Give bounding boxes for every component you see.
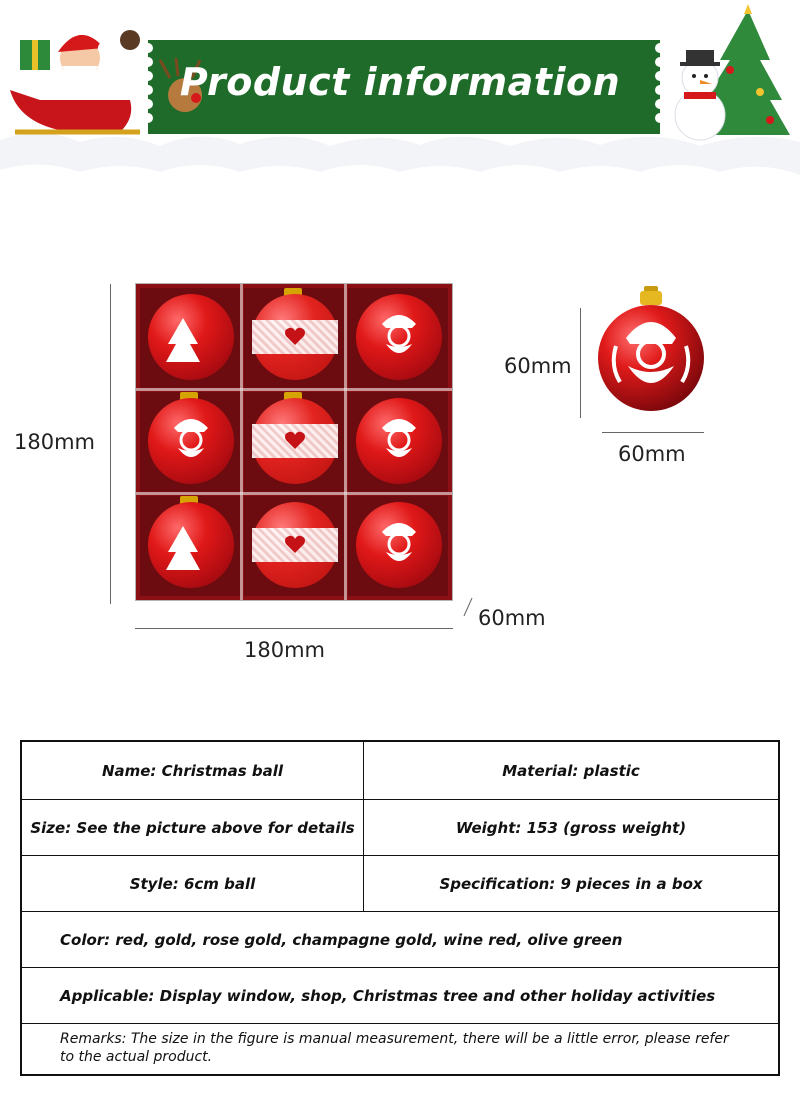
table-row <box>22 742 778 800</box>
box-cell <box>140 392 240 492</box>
box-cell <box>244 288 344 388</box>
santa-ball <box>356 398 442 484</box>
heart-icon <box>283 324 307 348</box>
santa-ball <box>148 398 234 484</box>
box-depth-label: 60mm <box>478 606 546 630</box>
heart-icon <box>283 532 307 556</box>
box-cell <box>348 496 448 596</box>
box-height-line <box>110 284 111 604</box>
box-height-label: 180mm <box>14 430 95 454</box>
weight-cell: Weight: 153 (gross weight) <box>455 818 687 837</box>
page-title: Product information <box>179 60 621 104</box>
snowman-tree-illustration <box>675 4 790 140</box>
header-banner <box>0 0 800 180</box>
heart-icon <box>283 428 307 452</box>
santa-icon <box>378 414 420 466</box>
table-row <box>22 800 778 856</box>
table-row <box>22 1024 778 1074</box>
table-row <box>22 912 778 968</box>
santa-icon <box>378 310 420 362</box>
box-cell <box>348 288 448 388</box>
santa-icon <box>170 414 212 466</box>
table-row <box>22 968 778 1024</box>
tree-ball <box>148 294 234 380</box>
tree-ball <box>148 502 234 588</box>
santa-ball <box>356 502 442 588</box>
color-cell: Color: red, gold, rose gold, champagne gold, wine red, olive green <box>60 930 623 949</box>
box-cell <box>244 496 344 596</box>
box-divider <box>240 284 243 600</box>
style-cell: Style: 6cm ball <box>22 856 364 911</box>
applicable-cell: Applicable: Display window, shop, Christmas tree and other holiday activities <box>60 986 716 1005</box>
santa-icon <box>378 518 420 570</box>
santa-ball <box>356 294 442 380</box>
table-row <box>22 856 778 912</box>
box-divider <box>136 388 452 391</box>
ball-height-label: 60mm <box>504 354 572 378</box>
box-depth-line <box>462 596 474 618</box>
product-info-table <box>20 740 780 1076</box>
box-cell <box>140 288 240 388</box>
ball-width-label: 60mm <box>618 442 686 466</box>
box-cell <box>244 392 344 492</box>
ball-height-line <box>580 308 581 418</box>
name-cell: Name: Christmas ball <box>22 742 364 799</box>
ornament-box <box>135 283 453 601</box>
remarks-cell: Remarks: The size in the figure is manual measurement, there will be a little error, please refer to the actual product. <box>60 1031 729 1065</box>
box-cell <box>348 392 448 492</box>
lace-heart-ball <box>252 398 338 484</box>
size-cell: Size: See the picture above for details <box>22 800 364 855</box>
tree-icon <box>166 524 200 574</box>
ball-width-line <box>602 432 704 433</box>
tree-icon <box>166 316 200 366</box>
material-cell: Material: plastic <box>502 761 640 780</box>
box-width-line <box>135 628 453 629</box>
box-width-label: 180mm <box>244 638 325 662</box>
snow-strip <box>0 133 800 175</box>
single-ornament <box>596 286 708 418</box>
specification-cell: Specification: 9 pieces in a box <box>439 874 703 893</box>
lace-heart-ball <box>252 294 338 380</box>
lace-heart-ball <box>252 502 338 588</box>
box-divider <box>344 284 347 600</box>
box-cell <box>140 496 240 596</box>
box-divider <box>136 492 452 495</box>
